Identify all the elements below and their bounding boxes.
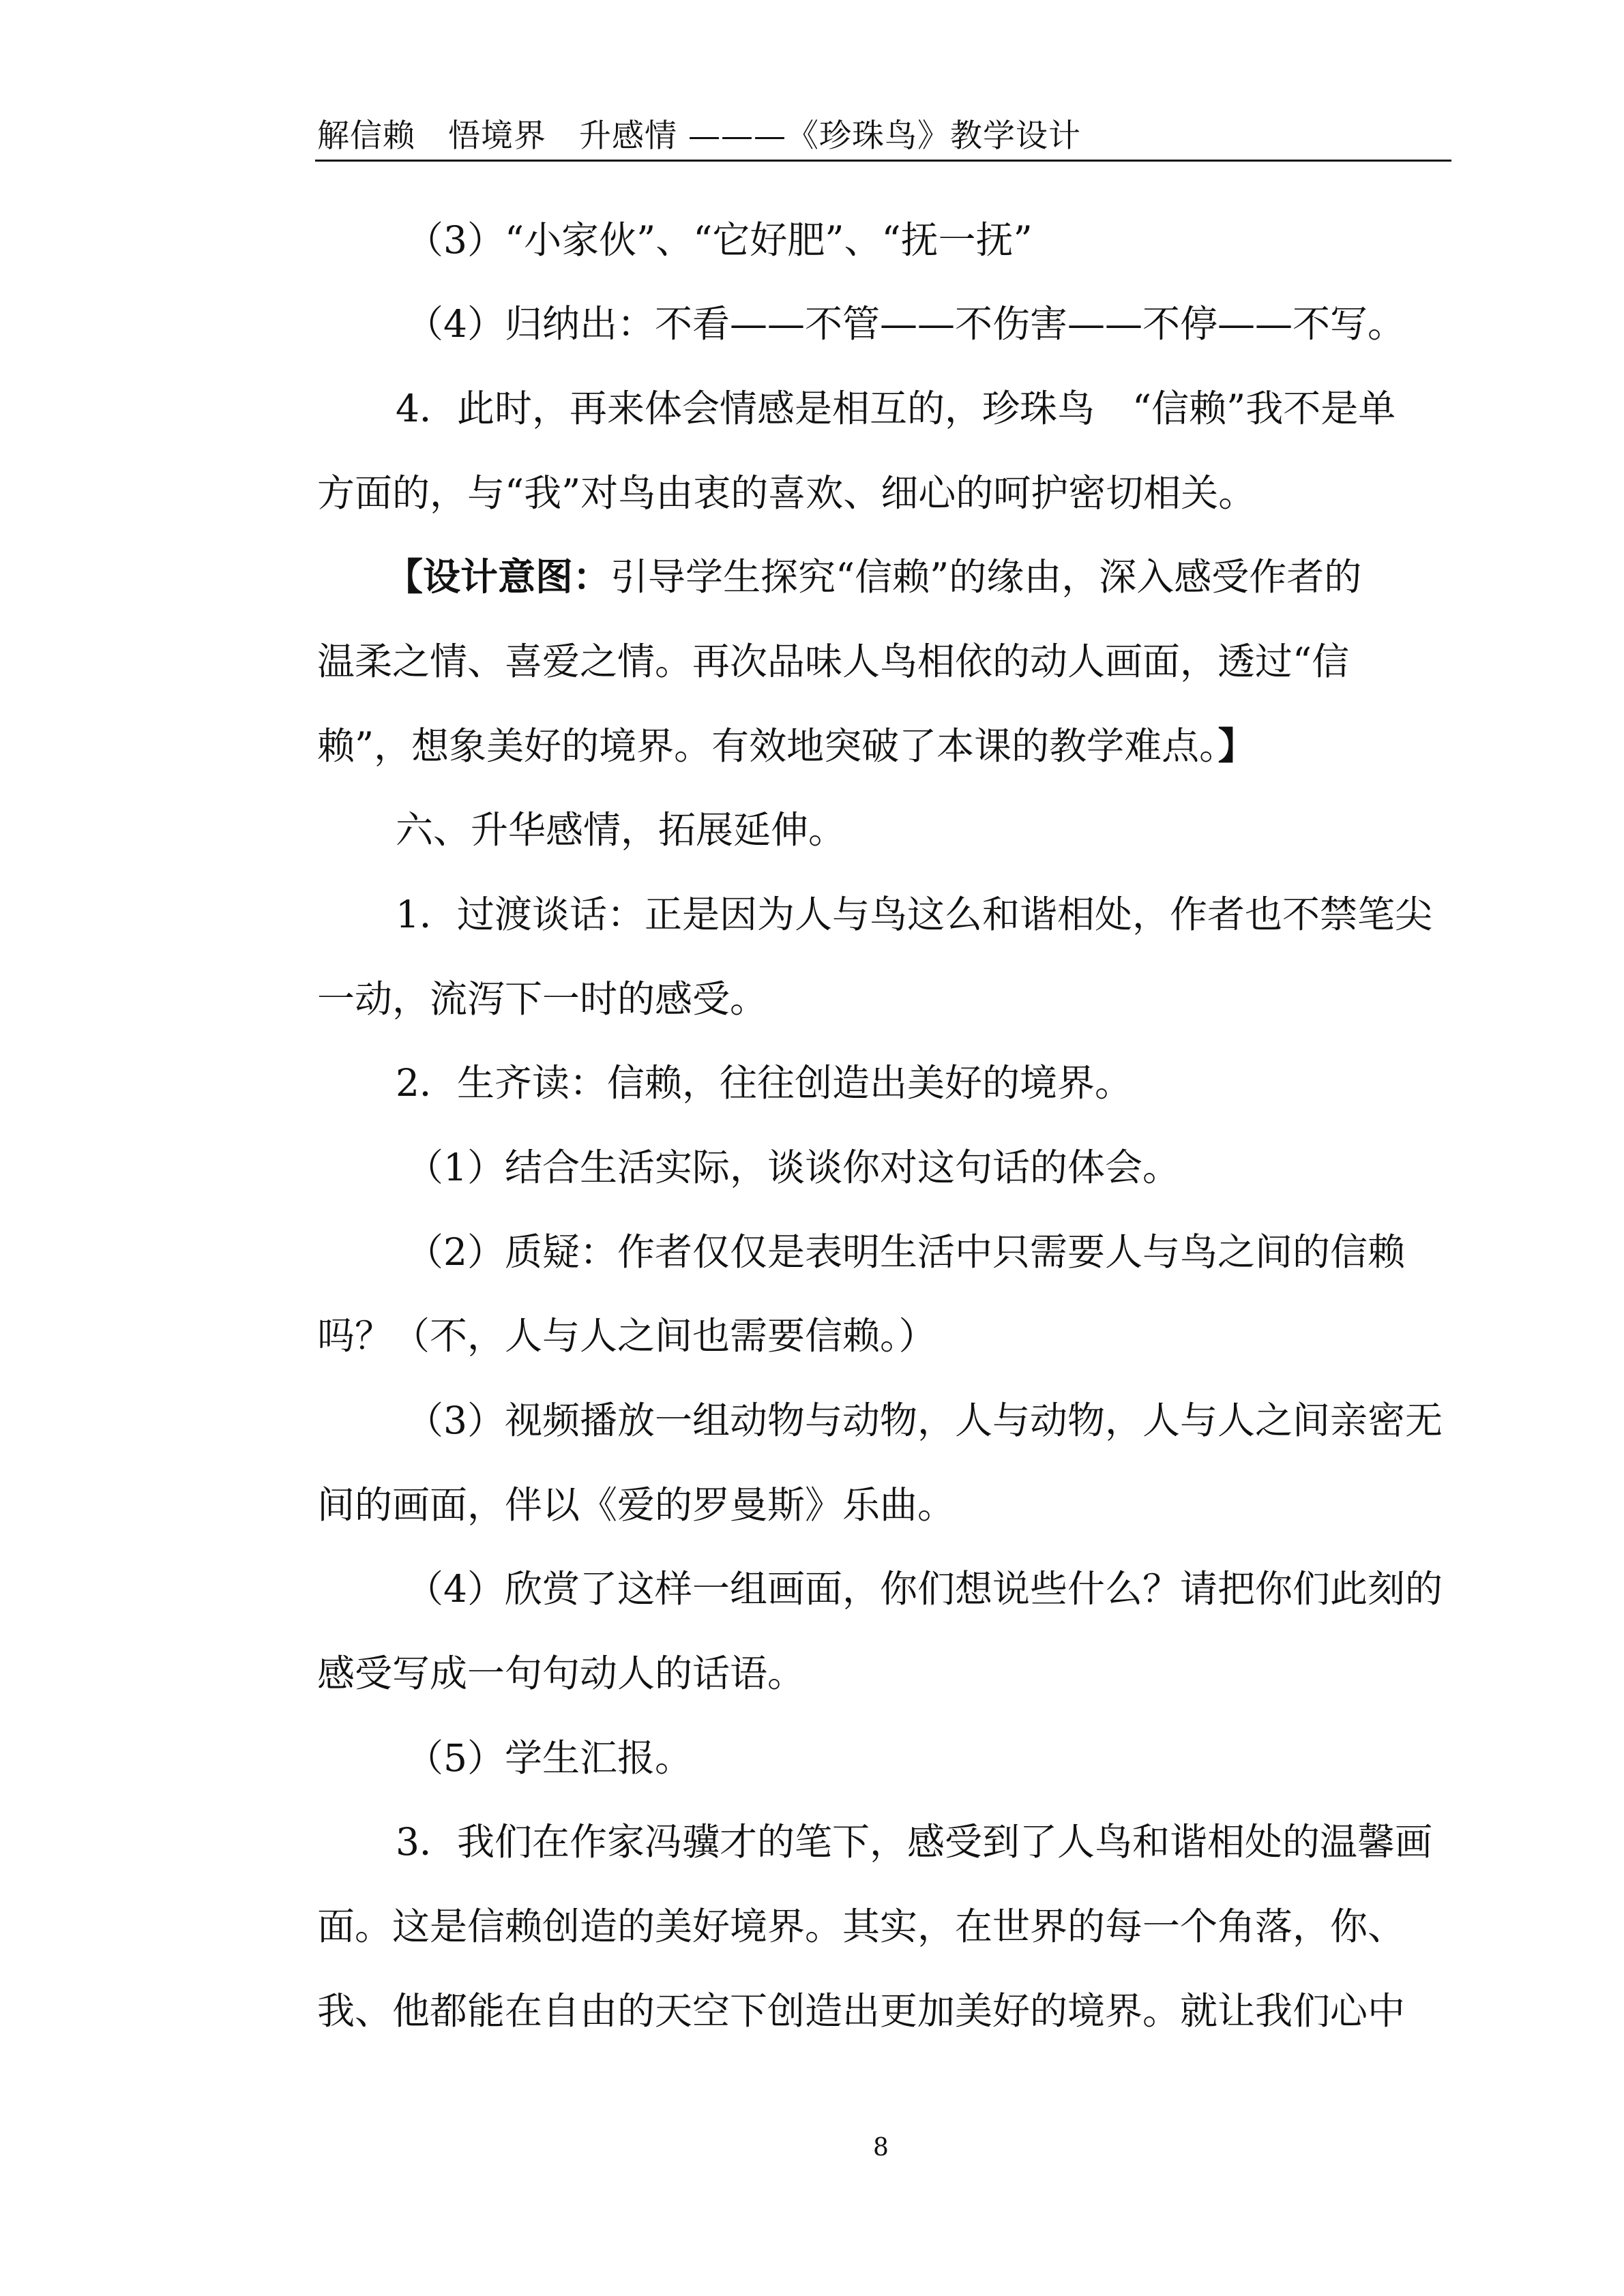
body-line: 4．此时，再来体会情感是相互的，珍珠鸟 “信赖”我不是单	[396, 387, 1396, 430]
body-line: 2．生齐读：信赖，往往创造出美好的境界。	[396, 1061, 1132, 1105]
body-line: 3．我们在作家冯骥才的笔下，感受到了人鸟和谐相处的温馨画	[396, 1820, 1432, 1864]
header-rule	[315, 160, 1451, 162]
body-line: 一动，流泻下一时的感受。	[317, 977, 768, 1021]
design-intent-text: 引导学生探究“信赖”的缘由，深入感受作者的	[610, 555, 1362, 599]
page-number: 8	[873, 2134, 889, 2162]
body-line: （4）欣赏了这样一组画面，你们想说些什么？请把你们此刻的	[406, 1567, 1443, 1611]
body-line: 1．过渡谈话：正是因为人与鸟这么和谐相处，作者也不禁笔尖	[396, 893, 1432, 936]
design-intent-text-end: 赖”，想象美好的境界。有效地突破了本课的教学难点。	[317, 724, 1218, 768]
body-line: 间的画面，伴以《爱的罗曼斯》乐曲。	[317, 1483, 956, 1527]
body-line: 吗？（不，人与人之间也需要信赖。）	[317, 1314, 936, 1358]
body-line: （1）结合生活实际，谈谈你对这句话的体会。	[406, 1146, 1180, 1189]
body-line: 感受写成一句句动人的话语。	[317, 1652, 806, 1695]
body-line: 温柔之情、喜爱之情。再次品味人鸟相依的动人画面，透过“信	[317, 640, 1350, 683]
section-heading: 六、升华感情，拓展延伸。	[396, 808, 846, 852]
body-line: 我、他都能在自由的天空下创造出更加美好的境界。就让我们心中	[317, 1989, 1406, 2033]
design-intent-end-line	[317, 722, 1256, 770]
body-line: （2）质疑：作者仅仅是表明生活中只需要人与鸟之间的信赖	[406, 1230, 1405, 1274]
body-line: 面。这是信赖创造的美好境界。其实，在世界的每一个角落，你、	[317, 1905, 1406, 1948]
body-line: （5）学生汇报。	[406, 1736, 692, 1780]
body-line: 方面的，与“我”对鸟由衷的喜欢、细心的呵护密切相关。	[317, 471, 1256, 515]
design-intent-close-bracket: 】	[1217, 724, 1256, 768]
design-intent-label: 【设计意图：	[385, 555, 611, 599]
body-line: （4）归纳出：不看——不管——不伤害——不停——不写。	[406, 302, 1405, 346]
body-line: （3）视频播放一组动物与动物，人与动物，人与人之间亲密无	[406, 1399, 1443, 1442]
page-header-title: 解信赖 悟境界 升感情 ———《珍珠鸟》教学设计	[317, 117, 1081, 155]
design-intent-line	[385, 553, 1361, 601]
body-line: （3）“小家伙”、“它好肥”、“抚一抚”	[406, 218, 1033, 262]
